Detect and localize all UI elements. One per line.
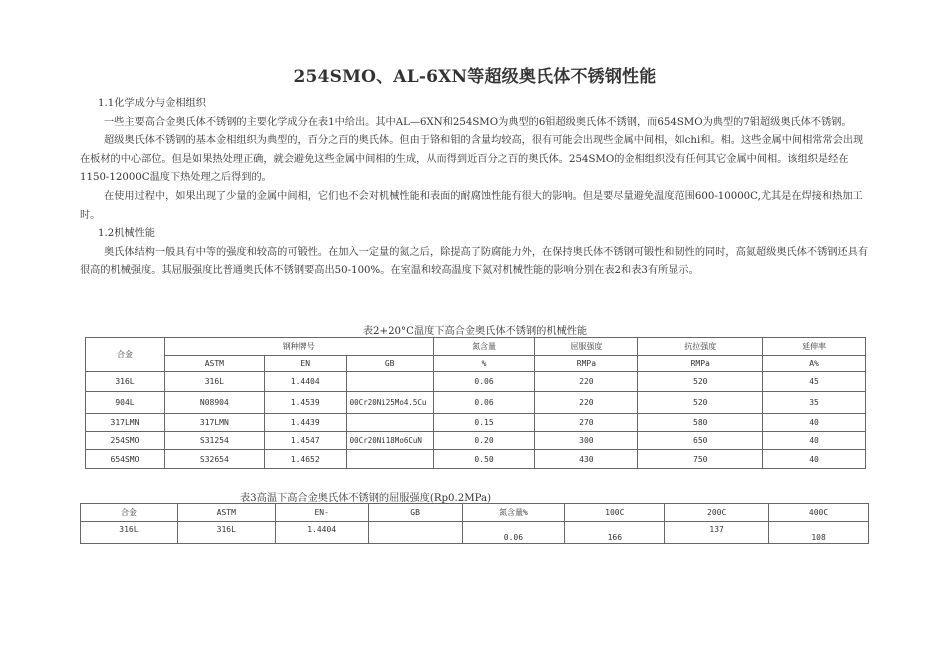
cell: 317LMN bbox=[164, 414, 264, 432]
cell: 0.06 bbox=[462, 522, 565, 544]
subheader: EN bbox=[264, 356, 346, 372]
subheader: RMPa bbox=[535, 356, 638, 372]
cell: 0.50 bbox=[433, 450, 535, 469]
table-row bbox=[86, 450, 866, 469]
table2-caption: 表2+20°C温度下高合金奥氏体不锈钢的机械性能 bbox=[362, 326, 588, 337]
cell: 35 bbox=[763, 392, 866, 414]
subheader: RMPa bbox=[638, 356, 763, 372]
table-row bbox=[81, 522, 869, 544]
cell: 430 bbox=[535, 450, 638, 469]
table-row bbox=[86, 392, 866, 414]
cell: 108 bbox=[769, 522, 869, 544]
paragraph: 在使用过程中，如果出现了少量的金属中间相，它们也不会对机械性能和表面的耐腐蚀性能有很大的影响。但是要尽量避免温度范围600-10000C,尤其是在焊接和热加工时。 bbox=[80, 190, 863, 221]
document-title: 254SMO、AL-6XN等超级奥氏体不锈钢性能 bbox=[293, 67, 657, 87]
paragraph: 超级奥氏体不锈钢的基本金相组织为典型的，百分之百的奥氏体。但由于铬和钼的含量均较高，很有可能会出现些金属中间相，如chi和。相。这些金属中间相常常会出现在板材的中心部位。但是如果热处理正确，就会避免这些金属中间相的生成，从而得到近百分之百的奥氏体。254SMO的金相组织没有任何其它金属中间相。该组织是经在1150-12000C温度下热处理之后得到的。 bbox=[80, 135, 864, 184]
cell: 00Cr20Ni18Mo6CuN bbox=[346, 432, 433, 450]
header-100c: 100C bbox=[565, 504, 665, 522]
cell: 254SMO bbox=[86, 432, 165, 450]
cell bbox=[368, 522, 462, 544]
cell: 40 bbox=[763, 432, 866, 450]
paragraph: 奥氏体结构一般具有中等的强度和较高的可锻性。在加入一定量的氮之后，除提高了防腐能力外，在保持奥氏体不锈钢可锻性和韧性的同时，高氮超级奥氏体不锈钢还具有很高的机械强度。其屈服强度比普通奥氏体不锈钢要高出50-100%。在室温和较高温度下氮对机械性能的影响分别在表2和表3有所显示。 bbox=[80, 246, 869, 277]
cell: 220 bbox=[535, 372, 638, 392]
section-heading-1-1: 1.1化学成分与金相组织 bbox=[98, 98, 206, 109]
cell: 270 bbox=[535, 414, 638, 432]
table3 bbox=[80, 503, 869, 544]
table2 bbox=[85, 337, 866, 469]
cell: 750 bbox=[638, 450, 763, 469]
cell: 316L bbox=[86, 372, 165, 392]
cell: 316L bbox=[177, 522, 275, 544]
cell: 45 bbox=[763, 372, 866, 392]
subheader: % bbox=[433, 356, 535, 372]
section-heading-1-2: 1.2机械性能 bbox=[98, 228, 155, 240]
cell: 1.4404 bbox=[275, 522, 368, 544]
cell: S31254 bbox=[164, 432, 264, 450]
cell: 520 bbox=[638, 392, 763, 414]
cell: 1.4404 bbox=[264, 372, 346, 392]
cell bbox=[346, 372, 433, 392]
cell: 0.15 bbox=[433, 414, 535, 432]
header-elongation: 延伸率 bbox=[763, 338, 866, 356]
cell: 1.4539 bbox=[264, 392, 346, 414]
cell: 317LMN bbox=[86, 414, 165, 432]
cell: 40 bbox=[763, 414, 866, 432]
cell: 0.20 bbox=[433, 432, 535, 450]
header-gb: GB bbox=[368, 504, 462, 522]
subheader: A% bbox=[763, 356, 866, 372]
table-row bbox=[86, 372, 866, 392]
header-nitrogen: 氮含量% bbox=[462, 504, 565, 522]
subheader: ASTM bbox=[164, 356, 264, 372]
cell: 300 bbox=[535, 432, 638, 450]
cell: N08904 bbox=[164, 392, 264, 414]
cell: 137 bbox=[665, 522, 769, 544]
header-en: EN- bbox=[275, 504, 368, 522]
header-grade: 钢种牌号 bbox=[164, 338, 433, 356]
cell: 904L bbox=[86, 392, 165, 414]
cell: 316L bbox=[81, 522, 178, 544]
cell: 1.4652 bbox=[264, 450, 346, 469]
cell: 650 bbox=[638, 432, 763, 450]
header-200c: 200C bbox=[665, 504, 769, 522]
cell bbox=[346, 450, 433, 469]
cell: S32654 bbox=[164, 450, 264, 469]
header-astm: ASTM bbox=[177, 504, 275, 522]
cell: 40 bbox=[763, 450, 866, 469]
cell: 316L bbox=[164, 372, 264, 392]
subheader: GB bbox=[346, 356, 433, 372]
header-nitrogen: 氮含量 bbox=[433, 338, 535, 356]
cell: 1.4547 bbox=[264, 432, 346, 450]
cell: 220 bbox=[535, 392, 638, 414]
cell: 00Cr20Ni25Mo4.5Cu bbox=[346, 392, 433, 414]
table-row bbox=[86, 414, 866, 432]
cell: 1.4439 bbox=[264, 414, 346, 432]
cell bbox=[346, 414, 433, 432]
cell: 166 bbox=[565, 522, 665, 544]
cell: 520 bbox=[638, 372, 763, 392]
header-alloy: 合金 bbox=[86, 338, 165, 372]
table-row bbox=[86, 432, 866, 450]
cell: 654SMO bbox=[86, 450, 165, 469]
paragraph: 一些主要高合金奥氏体不锈钢的主要化学成分在表1中给出。其中AL—6XN和254SMO为典型的6钼超级奥氏体不锈钢，而654SMO为典型的7钼超级奥氏体不锈钢。 bbox=[104, 116, 852, 128]
table3-caption: 表3高温下高合金奥氏体不锈钢的屈服强度(Rp0.2MPa) bbox=[240, 493, 492, 504]
cell: 0.06 bbox=[433, 372, 535, 392]
cell: 0.06 bbox=[433, 392, 535, 414]
header-tensile: 抗拉强度 bbox=[638, 338, 763, 356]
header-yield: 屈服强度 bbox=[535, 338, 638, 356]
document-body bbox=[80, 95, 870, 281]
header-alloy: 合金 bbox=[81, 504, 178, 522]
cell: 580 bbox=[638, 414, 763, 432]
header-400c: 400C bbox=[769, 504, 869, 522]
